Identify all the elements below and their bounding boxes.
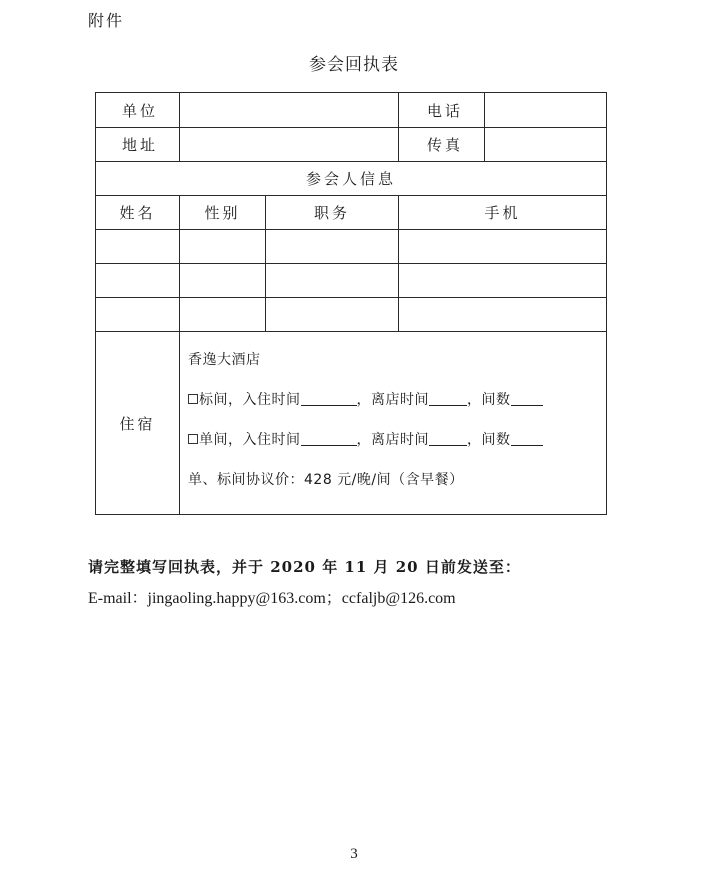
email-contact: E-mail：jingaoling.happy@163.com；ccfaljb@126.com bbox=[88, 590, 456, 607]
attendee-gender-cell[interactable] bbox=[180, 298, 266, 332]
lodging-details bbox=[180, 332, 607, 515]
standard-room-line bbox=[188, 390, 606, 430]
phone-label: 电话 bbox=[399, 93, 485, 128]
attendee-name-cell[interactable] bbox=[96, 298, 180, 332]
unit-row bbox=[96, 93, 607, 128]
single-room-line bbox=[188, 430, 606, 470]
page-number: 3 bbox=[350, 846, 358, 862]
standard-room-label: 标间，入住时间 bbox=[199, 392, 301, 408]
column-header-row bbox=[96, 196, 607, 230]
standard-checkin-blank[interactable] bbox=[301, 391, 357, 406]
standard-count-label: ，间数 bbox=[467, 392, 511, 408]
registration-form-table bbox=[95, 92, 607, 515]
standard-checkout-label: ，离店时间 bbox=[356, 392, 429, 408]
lodging-row bbox=[96, 332, 607, 515]
phone-field[interactable] bbox=[485, 93, 607, 128]
address-field[interactable] bbox=[180, 128, 399, 162]
single-room-checkbox[interactable] bbox=[188, 434, 198, 444]
attendee-row bbox=[96, 230, 607, 264]
attendee-mobile-cell[interactable] bbox=[399, 230, 607, 264]
unit-field[interactable] bbox=[180, 93, 399, 128]
attendee-gender-cell[interactable] bbox=[180, 230, 266, 264]
attendee-gender-cell[interactable] bbox=[180, 264, 266, 298]
attendee-mobile-cell[interactable] bbox=[399, 298, 607, 332]
single-checkin-blank[interactable] bbox=[301, 431, 357, 446]
attendee-row bbox=[96, 264, 607, 298]
attendee-name-cell[interactable] bbox=[96, 264, 180, 298]
standard-count-blank[interactable] bbox=[511, 391, 543, 406]
unit-label: 单位 bbox=[96, 93, 180, 128]
attendee-position-cell[interactable] bbox=[266, 264, 399, 298]
address-label: 地址 bbox=[96, 128, 180, 162]
standard-room-checkbox[interactable] bbox=[188, 394, 198, 404]
single-checkout-label: ，离店时间 bbox=[356, 432, 429, 448]
submission-notice: 请完整填写回执表，并于 2020 年 11 月 20 日前发送至： bbox=[88, 558, 521, 576]
attachment-label: 附件 bbox=[88, 11, 125, 30]
attendee-position-cell[interactable] bbox=[266, 230, 399, 264]
hotel-name: 香逸大酒店 bbox=[188, 352, 261, 368]
col-name-header: 姓名 bbox=[96, 196, 180, 230]
single-count-label: ，间数 bbox=[467, 432, 511, 448]
single-count-blank[interactable] bbox=[511, 431, 543, 446]
attendee-info-header: 参会人信息 bbox=[96, 162, 607, 196]
fax-label: 传真 bbox=[399, 128, 485, 162]
fax-field[interactable] bbox=[485, 128, 607, 162]
attendee-position-cell[interactable] bbox=[266, 298, 399, 332]
single-room-label: 单间，入住时间 bbox=[199, 432, 301, 448]
single-checkout-blank[interactable] bbox=[429, 431, 467, 446]
attendee-row bbox=[96, 298, 607, 332]
attendee-mobile-cell[interactable] bbox=[399, 264, 607, 298]
lodging-label: 住宿 bbox=[96, 332, 180, 515]
col-mobile-header: 手机 bbox=[399, 196, 607, 230]
col-position-header: 职务 bbox=[266, 196, 399, 230]
attendee-name-cell[interactable] bbox=[96, 230, 180, 264]
attendee-info-row bbox=[96, 162, 607, 196]
price-note: 单、标间协议价：428 元/晚/间（含早餐） bbox=[188, 472, 464, 488]
address-row bbox=[96, 128, 607, 162]
col-gender-header: 性别 bbox=[180, 196, 266, 230]
form-title: 参会回执表 bbox=[309, 55, 399, 75]
standard-checkout-blank[interactable] bbox=[429, 391, 467, 406]
